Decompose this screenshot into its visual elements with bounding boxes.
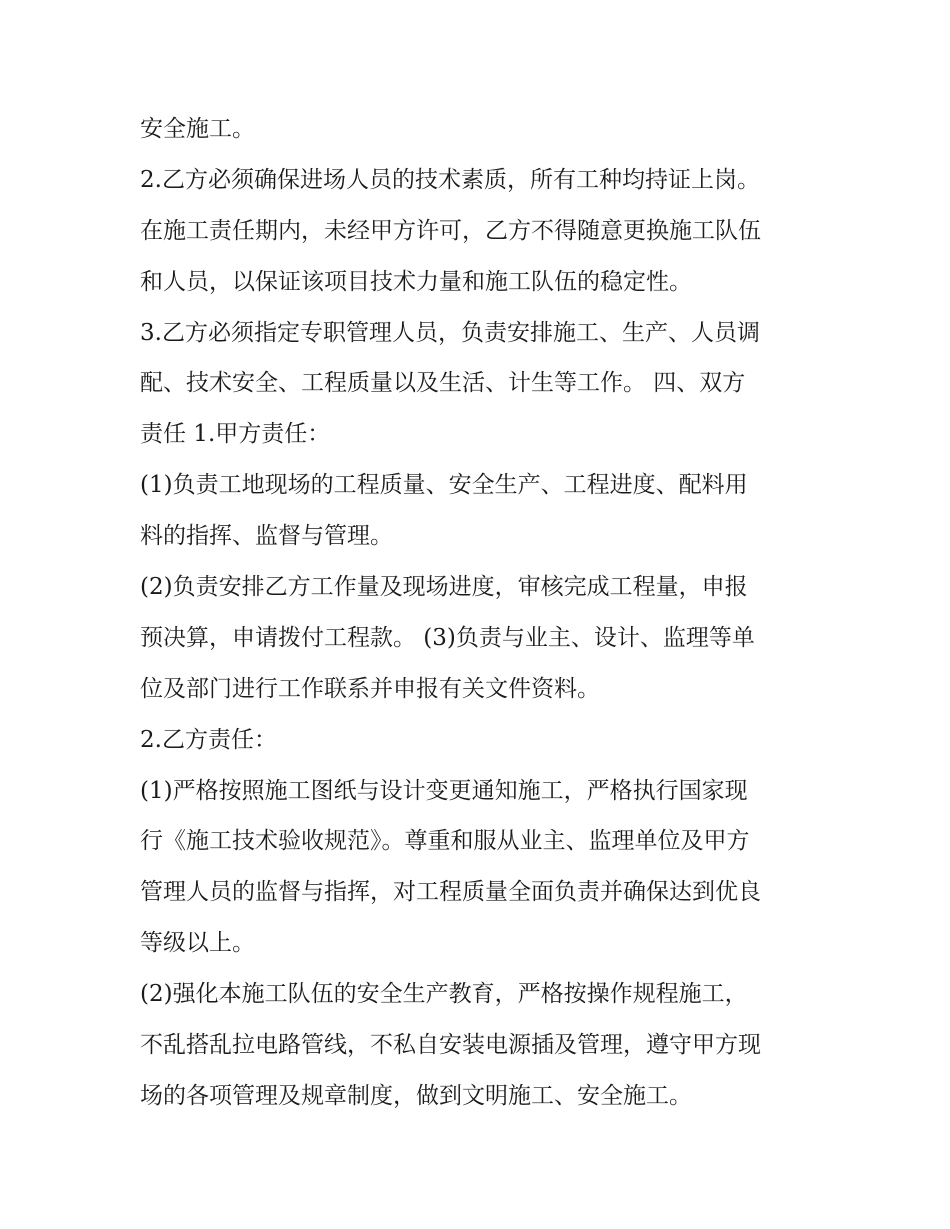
text-line: 在施工责任期内，未经甲方许可，乙方不得随意更换施工队伍 [140,217,761,244]
text-line: 管理人员的监督与指挥，对工程质量全面负责并确保达到优良 [140,879,761,906]
text-line: 2.乙方责任： [140,726,277,753]
text-line: 安全施工。 [140,116,255,142]
text-line: 预决算，申请拨付工程款。 (3)负责与业主、设计、监理等单 [140,624,755,651]
text-line: 位及部门进行工作联系并申报有关文件资料。 [140,675,600,702]
text-line: (1)负责工地现场的工程质量、安全生产、工程进度、配料用 [140,472,748,499]
text-line: (1)严格按照施工图纸与设计变更通知施工，严格执行国家现 [140,777,748,804]
text-line: (2)负责安排乙方工作量及现场进度，审核完成工程量，申报 [140,574,748,601]
text-line: 场的各项管理及规章制度，做到文明施工、安全施工。 [140,1082,692,1109]
text-line: (2)强化本施工队伍的安全生产教育，严格按操作规程施工， [140,981,748,1008]
text-line: 行《施工技术验收规范》。尊重和服从业主、监理单位及甲方 [140,828,750,855]
document-body [140,104,830,1122]
text-line: 3.乙方必须指定专职管理人员，负责安排施工、生产、人员调 [140,319,760,346]
text-line: 不乱搭乱拉电路管线，不私自安装电源插及管理，遵守甲方现 [140,1032,761,1059]
text-line: 2.乙方必须确保进场人员的技术素质，所有工种均持证上岗。 [140,166,760,193]
text-line: 料的指挥、监督与管理。 [140,523,393,550]
text-line: 和人员，以保证该项目技术力量和施工队伍的稳定性。 [140,268,692,295]
text-line: 责任 1.甲方责任： [140,421,331,448]
text-line: 配、技术安全、工程质量以及生活、计生等工作。 四、双方 [140,370,746,397]
text-line: 等级以上。 [140,930,255,957]
